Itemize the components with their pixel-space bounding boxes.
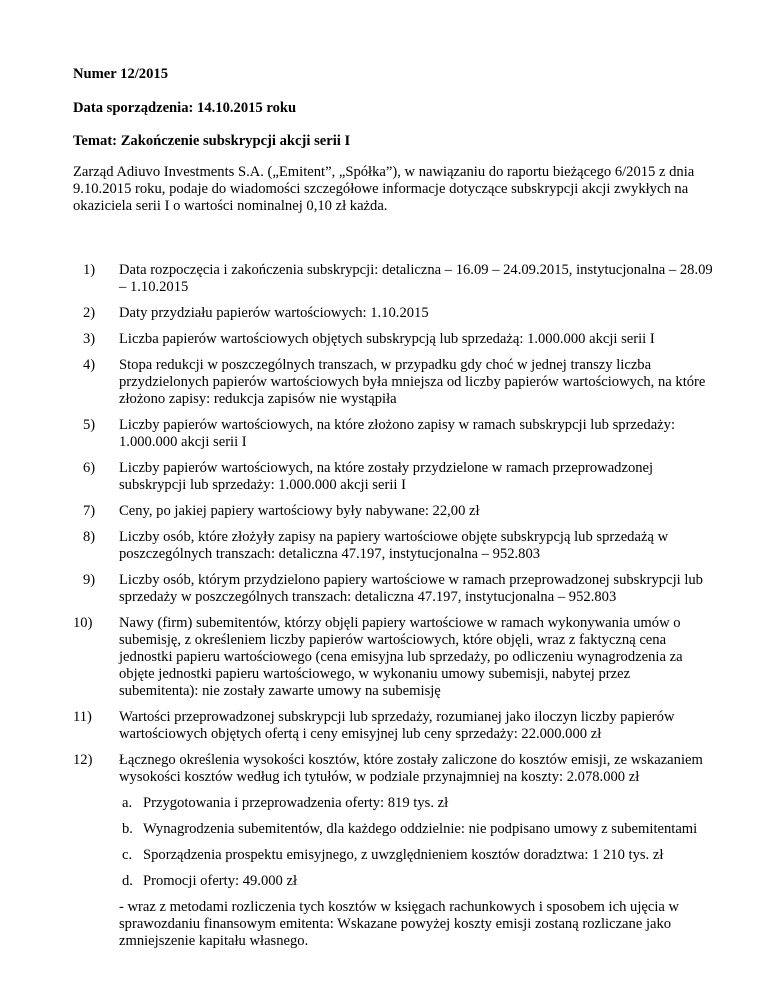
list-item-8 [73, 529, 713, 563]
cost-breakdown-list [119, 795, 713, 890]
list-item-text: Ceny, po jakiej papiery wartościowy były nabywane: 22,00 zł [119, 503, 480, 519]
list-item-text: Liczby papierów wartościowych, na które złożono zapisy w ramach subskrypcji lub sprzedaży: 1.000.000 akcji serii I [119, 417, 675, 450]
cost-item-letter: c. [122, 847, 133, 863]
cost-item-letter: a. [122, 795, 133, 811]
list-item-5 [73, 417, 713, 451]
list-item-text: Liczby papierów wartościowych, na które zostały przydzielone w ramach przeprowadzonej subskrypcji lub sprzedaży: 1.000.000 akcji serii I [119, 460, 654, 493]
cost-item-text: Wynagrodzenia subemitentów, dla każdego oddzielnie: nie podpisano umowy z subemitentami [143, 821, 698, 837]
list-item-number: 5) [83, 417, 96, 433]
cost-item-letter: d. [122, 873, 133, 889]
list-item-text: Stopa redukcji w poszczególnych transzach, w przypadku gdy choć w jednej transzy liczba przydzielonych papierów wartościowych była mniejsza od liczby papierów wartościowych, na które złożono zapisy: redukcja zapisów nie wystąpiła [119, 357, 706, 407]
list-item-number: 12) [73, 752, 93, 768]
closing-paragraph: - wraz z metodami rozliczenia tych kosztów w księgach rachunkowych i sposobem ich ujęcia w sprawozdaniu finansowym emitenta: Wskazane powyżej koszty emisji zostaną rozliczane jako zmniejszenie kapitału własnego. [119, 899, 680, 949]
cost-item-text: Przygotowania i przeprowadzenia oferty: 819 tys. zł [143, 795, 449, 811]
list-item-number: 9) [83, 572, 96, 588]
list-item-number: 4) [83, 357, 96, 373]
list-item-7 [73, 503, 713, 520]
list-item-text: Liczby osób, którym przydzielono papiery wartościowe w ramach przeprowadzonej subskrypcji lub sprzedaży w poszczególnych transzach: detaliczna 47.197, instytucjonalna – 952.803 [119, 572, 703, 605]
cost-item-a [119, 795, 713, 812]
cost-item-letter: b. [122, 821, 133, 837]
list-item-10 [73, 615, 713, 700]
list-item-1 [73, 262, 713, 296]
list-item-number: 3) [83, 331, 96, 347]
intro-paragraph [73, 164, 713, 215]
list-item-11 [73, 709, 713, 743]
list-item-text: Wartości przeprowadzonej subskrypcji lub sprzedaży, rozumianej jako iloczyn liczby papierów wartościowych objętych ofertą i ceny emisyjnej lub ceny sprzedaży: 22.000.000 zł [119, 709, 675, 742]
list-item-4 [73, 357, 713, 408]
list-item-2 [73, 305, 713, 322]
list-item-12 [73, 752, 713, 950]
list-item-number: 10) [73, 615, 93, 631]
report-subject: Temat: Zakończenie subskrypcji akcji serii I [73, 133, 351, 149]
cost-item-b [119, 821, 713, 838]
list-item-text: Liczby osób, które złożyły zapisy na papiery wartościowe objęte subskrypcją lub sprzedażą w poszczególnych transzach: detaliczna 47.197, instytucjonalna – 952.803 [119, 529, 669, 562]
list-item-text: Data rozpoczęcia i zakończenia subskrypcji: detaliczna – 16.09 – 24.09.2015, instytucjonalna – 28.09 – 1.10.2015 [119, 262, 713, 295]
list-item-text: Nawy (firm) subemitentów, którzy objęli papiery wartościowe w ramach wykonywania umów o subemisję, z określeniem liczby papierów wartościowych, które objęli, wraz z faktyczną cena jednostki papieru wartościowego (cena emisyjna lub sprzedaży, po odliczeniu wynagrodzenia za objęte jednostki papieru wartościowego, w wykonaniu umowy subemisji, nabytej przez subemitenta): nie zostały zawarte umowy na subemisję [119, 615, 683, 699]
cost-item-text: Promocji oferty: 49.000 zł [143, 873, 298, 889]
cost-item-text: Sporządzenia prospektu emisyjnego, z uwzględnieniem kosztów doradztwa: 1 210 tys. zł [143, 847, 664, 863]
report-date: Data sporządzenia: 14.10.2015 roku [73, 100, 297, 116]
list-item-number: 1) [83, 262, 96, 278]
report-number: Numer 12/2015 [73, 66, 168, 82]
list-item-number: 2) [83, 305, 96, 321]
cost-item-d [119, 873, 713, 890]
intro-text: Zarząd Adiuvo Investments S.A. („Emitent”, „Spółka”), w nawiązaniu do raportu bieżącego 6/2015 z dnia 9.10.2015 roku, podaje do wiadomości szczegółowe informacje dotyczące subskrypcji akcji zwykłych na okaziciela serii I o wartości nominalnej 0,10 zł każda. [73, 164, 695, 214]
list-item-number: 11) [73, 709, 92, 725]
list-item-number: 8) [83, 529, 96, 545]
list-item-6 [73, 460, 713, 494]
cost-item-c [119, 847, 713, 864]
list-item-number: 6) [83, 460, 96, 476]
list-item-9 [73, 572, 713, 606]
list-item-number: 7) [83, 503, 96, 519]
list-item-text: Daty przydziału papierów wartościowych: 1.10.2015 [119, 305, 429, 321]
list-item-text: Łącznego określenia wysokości kosztów, które zostały zaliczone do kosztów emisji, ze wskazaniem wysokości kosztów według ich tytułów, w podziale przynajmniej na koszty: 2.078.000 zł [119, 752, 703, 785]
list-item-text: Liczba papierów wartościowych objętych subskrypcją lub sprzedażą: 1.000.000 akcji serii I [119, 331, 655, 347]
details-list [73, 262, 713, 959]
list-item-3 [73, 331, 713, 348]
